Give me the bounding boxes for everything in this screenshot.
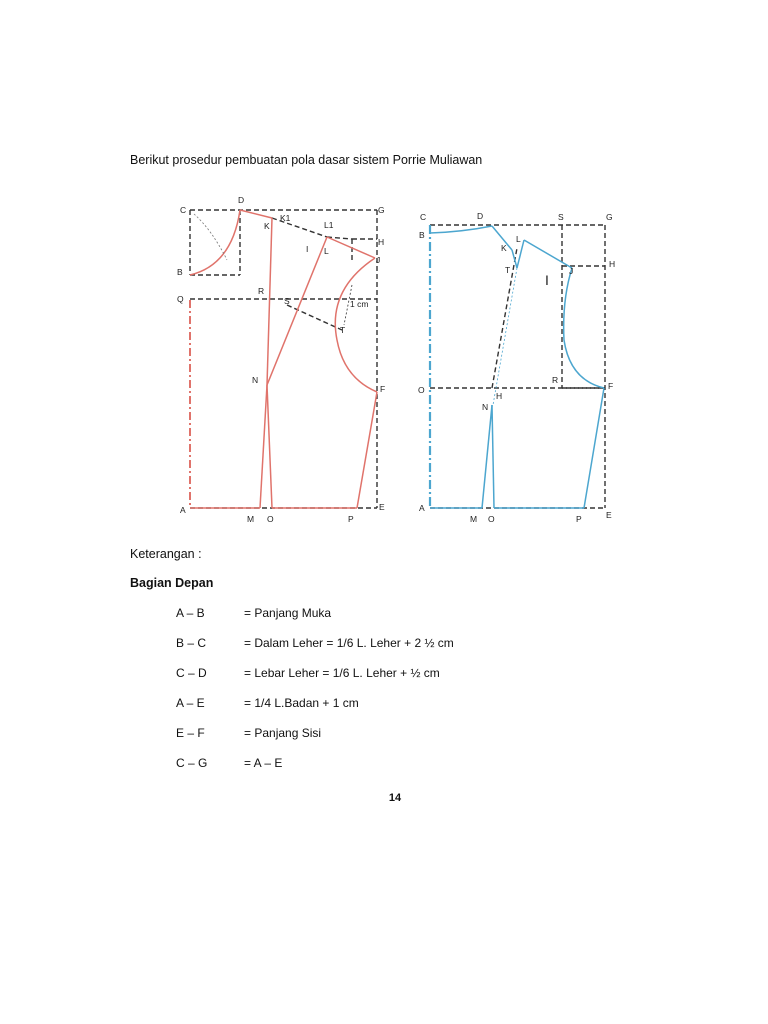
label-S: S bbox=[284, 296, 290, 306]
row-value: = 1/4 L.Badan + 1 cm bbox=[244, 696, 359, 710]
label-O3: O bbox=[488, 514, 495, 524]
keterangan-label: Keterangan : bbox=[130, 547, 202, 561]
label-R2: R bbox=[552, 375, 559, 385]
label-I: I bbox=[306, 244, 309, 254]
section-title: Bagian Depan bbox=[130, 576, 214, 590]
label-C2: C bbox=[420, 212, 427, 222]
label-1cm: 1 cm bbox=[350, 299, 369, 309]
row-value: = A – E bbox=[244, 756, 283, 770]
label-L: L bbox=[324, 246, 329, 256]
pattern-diagram bbox=[172, 190, 622, 530]
label-B2: B bbox=[419, 230, 425, 240]
label-B: B bbox=[177, 267, 183, 277]
label-K: K bbox=[264, 221, 270, 231]
row-key: C – G bbox=[176, 756, 208, 770]
label-F2: F bbox=[608, 381, 614, 391]
label-L1: L1 bbox=[324, 220, 334, 230]
label-H2: H bbox=[609, 259, 616, 269]
label-K1: K1 bbox=[280, 213, 291, 223]
row-value: = Lebar Leher = 1/6 L. Leher + ½ cm bbox=[244, 666, 440, 680]
page-number: 14 bbox=[388, 792, 402, 804]
row-value: = Panjang Muka bbox=[244, 606, 332, 620]
label-A2: A bbox=[419, 503, 425, 513]
label-T: T bbox=[340, 325, 346, 335]
intro-text: Berikut prosedur pembuatan pola dasar sistem Porrie Muliawan bbox=[130, 153, 483, 167]
row-key: C – D bbox=[176, 666, 207, 680]
label-M2: M bbox=[470, 514, 478, 524]
label-G2: G bbox=[606, 212, 613, 222]
label-T2: T bbox=[505, 265, 511, 275]
label-K2: K bbox=[501, 243, 507, 253]
definition-row bbox=[176, 636, 454, 666]
label-O: O bbox=[267, 514, 274, 524]
definition-row bbox=[176, 726, 454, 756]
label-D: D bbox=[238, 195, 245, 205]
definition-row bbox=[176, 606, 454, 636]
label-A: A bbox=[180, 505, 186, 515]
label-G: G bbox=[378, 205, 385, 215]
label-M: M bbox=[247, 514, 255, 524]
label-P: P bbox=[348, 514, 354, 524]
label-D2: D bbox=[477, 211, 484, 221]
label-E2: E bbox=[606, 510, 612, 520]
row-key: A – E bbox=[176, 696, 205, 710]
label-E: E bbox=[379, 502, 385, 512]
label-J2: J bbox=[569, 266, 574, 276]
back-pattern bbox=[418, 211, 615, 524]
row-key: E – F bbox=[176, 726, 205, 740]
definition-row bbox=[176, 696, 454, 726]
label-H: H bbox=[378, 237, 385, 247]
label-N: N bbox=[252, 375, 259, 385]
label-F: F bbox=[380, 384, 386, 394]
definition-row bbox=[176, 666, 454, 696]
label-I2: I bbox=[545, 272, 549, 288]
label-C: C bbox=[180, 205, 187, 215]
pattern-figure bbox=[172, 190, 622, 530]
label-P2: P bbox=[576, 514, 582, 524]
label-N2: N bbox=[482, 402, 489, 412]
front-pattern bbox=[177, 195, 385, 524]
definition-list bbox=[176, 606, 454, 786]
label-O2: O bbox=[418, 385, 425, 395]
label-S2: S bbox=[558, 212, 564, 222]
definition-row bbox=[176, 756, 454, 786]
label-L2: L bbox=[516, 234, 521, 244]
row-key: B – C bbox=[176, 636, 207, 650]
row-key: A – B bbox=[176, 606, 205, 620]
label-R: R bbox=[258, 286, 265, 296]
label-H3: H bbox=[496, 391, 503, 401]
label-J: J bbox=[376, 255, 381, 265]
row-value: = Panjang Sisi bbox=[244, 726, 322, 740]
row-value: = Dalam Leher = 1/6 L. Leher + 2 ½ cm bbox=[244, 636, 454, 650]
label-Q: Q bbox=[177, 294, 184, 304]
